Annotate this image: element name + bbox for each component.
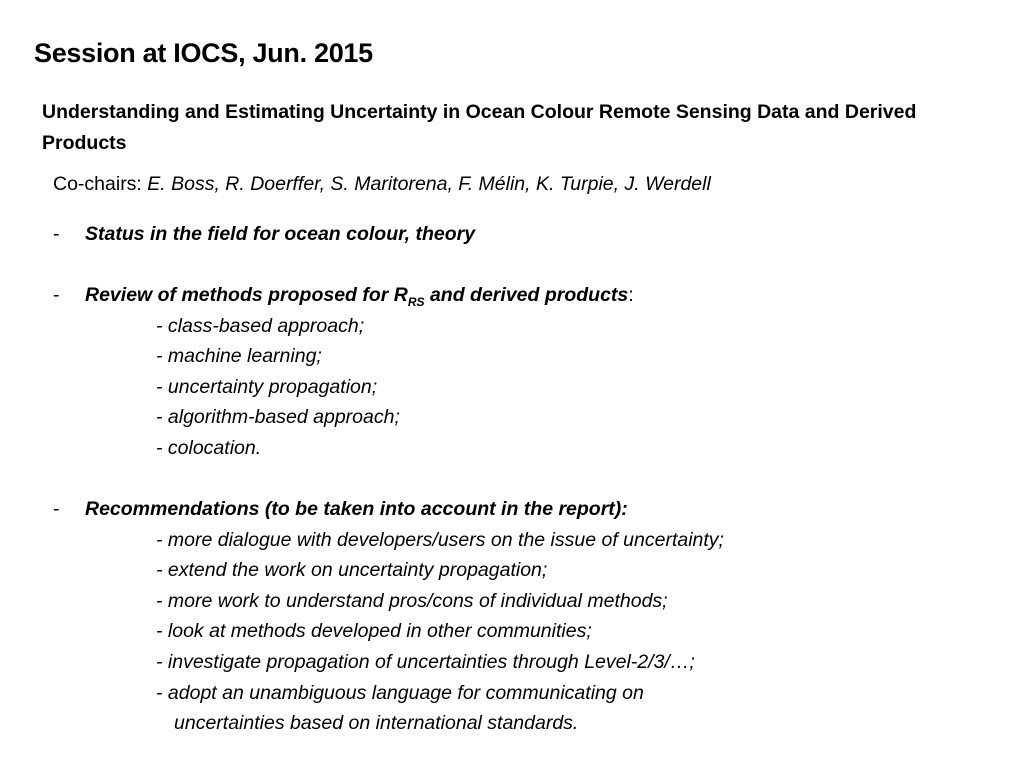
cochairs-line (53, 170, 711, 198)
cochairs-names: E. Boss, R. Doerffer, S. Maritorena, F. Mélin, K. Turpie, J. Werdell (147, 173, 711, 195)
list-item: - uncertainty propagation; (156, 376, 378, 398)
bullet-status-heading: Status in the field for ocean colour, theory (85, 223, 476, 245)
list-item: - class-based approach; (156, 315, 365, 337)
list-item: - look at methods developed in other communities; (156, 620, 592, 642)
list-item: - colocation. (156, 437, 262, 459)
list-item: - machine learning; (156, 345, 322, 367)
bullet-recommendations-heading: Recommendations (to be taken into account in the report): (85, 498, 628, 520)
list-item: - adopt an unambiguous language for communicating on (156, 682, 644, 704)
bullet-recommendations (53, 494, 628, 525)
bullet-marker: - (53, 498, 60, 520)
list-item-continuation: uncertainties based on international standards. (174, 712, 579, 734)
methods-heading-post: and derived products (424, 284, 629, 306)
session-subtitle: Understanding and Estimating Uncertainty in Ocean Colour Remote Sensing Data and Derived Products (42, 101, 917, 154)
list-item: - extend the work on uncertainty propagation; (156, 559, 548, 581)
list-item: - more work to understand pros/cons of individual methods; (156, 590, 668, 612)
methods-heading-subscript: RS (407, 294, 425, 309)
list-item: - more dialogue with developers/users on the issue of uncertainty; (156, 529, 724, 551)
cochairs-label: Co-chairs: (53, 173, 142, 195)
list-item: - investigate propagation of uncertainties through Level-2/3/…; (156, 651, 695, 673)
methods-heading-colon: : (628, 284, 634, 306)
methods-heading-pre: Review of methods proposed for R (85, 284, 408, 306)
bullet-marker: - (53, 223, 60, 245)
slide-title: Session at IOCS, Jun. 2015 (34, 38, 373, 68)
bullet-methods-heading (85, 284, 629, 309)
list-item: - algorithm-based approach; (156, 406, 400, 428)
bullet-status (53, 219, 475, 250)
bullet-marker: - (53, 284, 60, 306)
